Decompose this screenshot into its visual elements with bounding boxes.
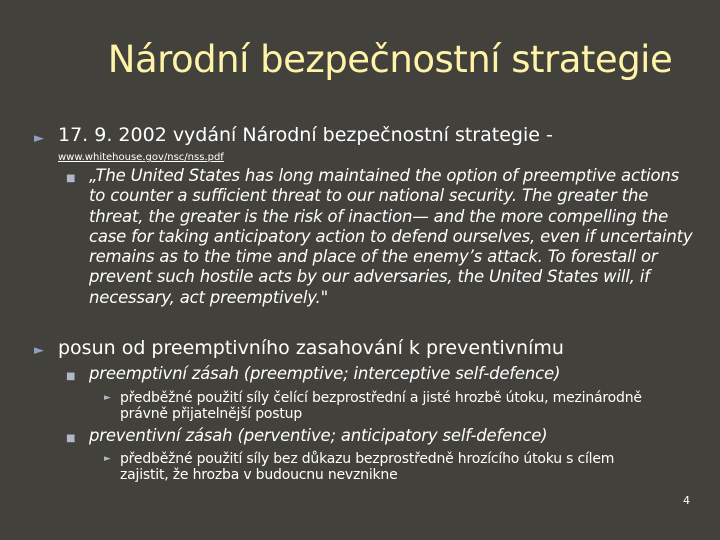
small-right-pointer-icon: ► <box>104 393 111 403</box>
bullet-1-quote: „The United States has long maintained the option of preemptive actions to counter a sufficient threat to our national security. The greater the threat, the greater is the risk of inaction— and the more compelling the case for taking anticipatory action to defend ourselves, even if uncertainty remains as to the time and place of the enemy’s attack. To forestall or prevent such hostile acts by our adversaries, the United States will, if necessary, act preemptively." <box>89 166 693 307</box>
square-bullet-icon: ■ <box>66 371 76 382</box>
bullet-1-text: 17. 9. 2002 vydání Národní bezpečnostní strategie - <box>58 124 553 146</box>
bullet-2-sub-2: preventivní zásah (perventive; anticipatory self-defence) <box>89 426 548 445</box>
square-bullet-icon: ■ <box>66 433 76 444</box>
right-pointer-icon: ► <box>34 343 44 358</box>
bullet-2-text: posun od preemptivního zasahování k preventivnímu <box>58 337 564 359</box>
bullet-2-sub-1: preemptivní zásah (preemptive; interceptive self-defence) <box>89 364 561 383</box>
slide-title: Národní bezpečnostní strategie <box>107 38 673 81</box>
nss-link[interactable]: www.whitehouse.gov/nsc/nss.pdf <box>58 152 224 163</box>
small-right-pointer-icon: ► <box>104 454 111 464</box>
bullet-2-sub-2-detail: předběžné použití síly bez důkazu bezprostředně hrozícího útoku s cílem zajistit, že hrozba v budoucnu nevznikne <box>120 451 615 483</box>
square-bullet-icon: ■ <box>66 173 76 184</box>
right-pointer-icon: ► <box>34 131 44 146</box>
bullet-2-sub-1-detail: předběžné použití síly čelící bezprostřední a jisté hrozbě útoku, mezinárodně právně přijatelnější postup <box>120 390 642 422</box>
page-number: 4 <box>683 494 690 507</box>
